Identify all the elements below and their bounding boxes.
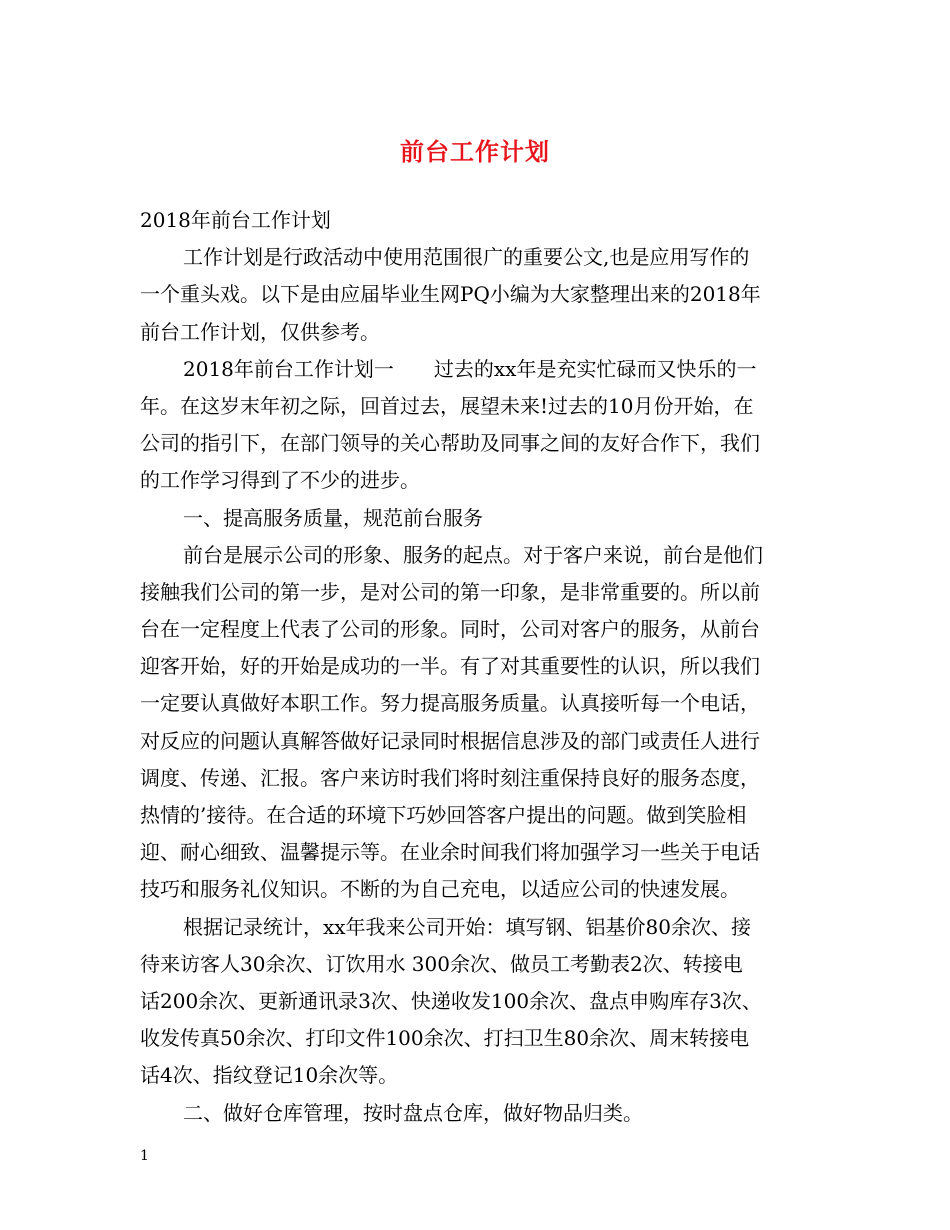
text-line: 根据记录统计，xx年我来公司开始：填写钢、铝基价80余次、接 xyxy=(183,914,752,939)
text-line: 话4次、指纹登记10余次等。 xyxy=(140,1063,399,1088)
text-line: 一、提高服务质量，规范前台服务 xyxy=(183,505,483,530)
text-line: 前台工作计划，仅供参考。 xyxy=(140,319,380,344)
text-line: 2018年前台工作计划一 过去的xx年是充实忙碌而又快乐的一 xyxy=(183,356,757,381)
text-line: 年。在这岁末年初之际，回首过去，展望未来!过去的10月份开始，在 xyxy=(140,393,754,418)
text-line: 话200余次、更新通讯录3次、快递收发100余次、盘点申购库存3次、 xyxy=(140,988,762,1013)
text-line: 待来访客人30余次、订饮用水 300余次、做员工考勤表2次、转接电 xyxy=(140,951,743,976)
text-line: 一个重头戏。以下是由应届毕业生网PQ小编为大家整理出来的2018年 xyxy=(140,282,761,307)
document-title: 前台工作计划 xyxy=(400,137,550,166)
text-line: 对反应的问题认真解答做好记录同时根据信息涉及的部门或责任人进行 xyxy=(140,728,760,753)
text-line: 2018年前台工作计划 xyxy=(140,208,331,232)
text-line: 一定要认真做好本职工作。努力提高服务质量。认真接听每一个电话， xyxy=(140,691,760,716)
text-line: 热情的’接待。在合适的环境下巧妙回答客户提出的问题。做到笑脸相 xyxy=(140,803,747,827)
text-line: 迎客开始，好的开始是成功的一半。有了对其重要性的认识，所以我们 xyxy=(140,654,760,679)
text-line: 接触我们公司的第一步，是对公司的第一印象，是非常重要的。所以前 xyxy=(140,579,760,604)
page-number: 1 xyxy=(140,1148,149,1164)
text-line: 收发传真50余次、打印文件100余次、打扫卫生80余次、周末转接电 xyxy=(140,1026,750,1051)
text-line: 技巧和服务礼仪知识。不断的为自己充电，以适应公司的快速发展。 xyxy=(140,877,740,902)
text-line: 公司的指引下，在部门领导的关心帮助及同事之间的友好合作下，我们 xyxy=(140,431,760,456)
text-line: 台在一定程度上代表了公司的形象。同时，公司对客户的服务，从前台 xyxy=(140,617,760,642)
text-line: 二、做好仓库管理，按时盘点仓库，做好物品归类。 xyxy=(183,1100,643,1125)
text-line: 调度、传递、汇报。客户来访时我们将时刻注重保持良好的服务态度， xyxy=(140,765,760,790)
text-line: 的工作学习得到了不少的进步。 xyxy=(140,468,420,493)
text-line: 前台是展示公司的形象、服务的起点。对于客户来说，前台是他们 xyxy=(183,542,763,567)
document-body xyxy=(140,202,830,1132)
text-line: 迎、耐心细致、温馨提示等。在业余时间我们将加强学习一些关于电话 xyxy=(140,840,760,865)
text-line: 工作计划是行政活动中使用范围很广的重要公文,也是应用写作的 xyxy=(183,245,750,270)
